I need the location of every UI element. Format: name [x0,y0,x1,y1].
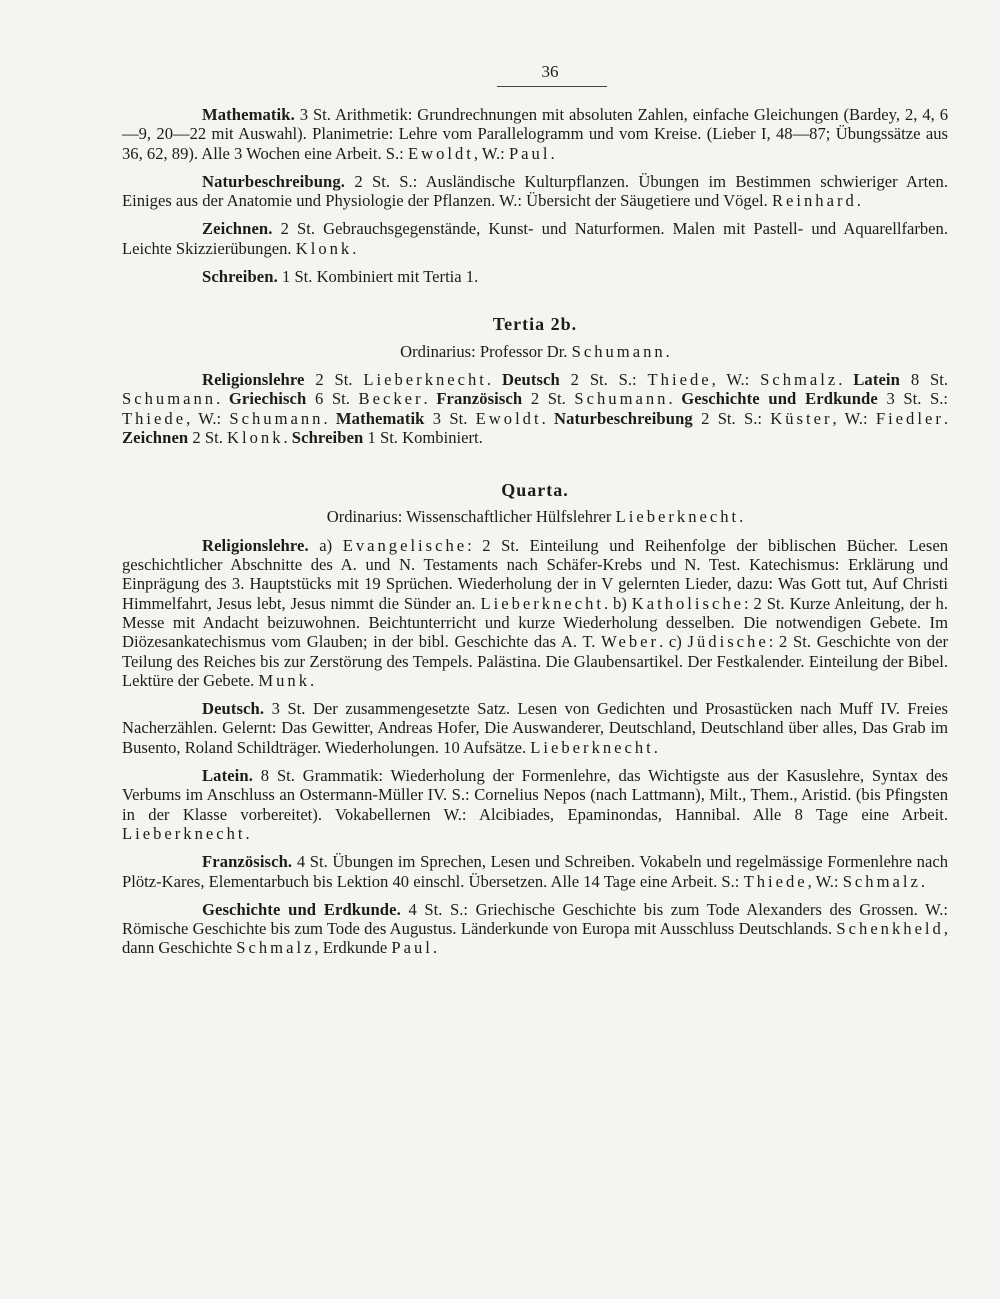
subject-text: . c) [659,632,688,652]
subject-text: a) [308,535,343,555]
mathematik-text: , W.: [473,143,509,163]
subject-text: . [838,369,854,389]
subject-text: , W.: [711,369,761,389]
teacher-name: Schumann [571,341,666,361]
teacher-name: Paul [391,938,433,958]
denomination-label: Evangelische [342,535,468,555]
schreiben-text: 1 St. Kombiniert mit Tertia 1. [277,267,479,287]
tertia-subjects-paragraph [122,370,948,447]
mathematik-title: Mathematik. [202,105,295,124]
subject-text: . [486,369,502,389]
teacher-name: Schenkheld [836,919,944,939]
teacher-name: Lieberknecht [615,507,740,527]
subject-text: . b) [604,593,632,613]
subject-text: 8 St. [899,369,948,389]
subject-text: , W.: [807,871,843,891]
teacher-name: Schumann [229,408,324,428]
page-number: 36 [541,62,559,81]
subject-title: Schreiben [291,427,364,447]
teacher-name: Schumann [122,389,217,409]
subject-text: 3 St. [424,408,476,428]
document-body [122,105,948,967]
teacher-name: Munk [258,670,311,690]
mathematik-text: 3 St. Arithmetik: Grundrechnungen mit absoluten Zahlen, einfache Gleichungen (Bardey, 2, 4, 6—9, 20—22 mit Auswahl). Planimetrie: Lehre vom Parallelogramm und vom Kreise. (Lieber I, 48—87; Übungssätze aus 36, 62, 89). Alle 3 Wochen eine Arbeit. S.: [122,105,948,163]
subject-text: , Erdkunde [314,938,392,958]
teacher-name: Thiede [743,871,808,891]
tertia-ordinarius [122,342,948,361]
subject-text: 4 St. S.: Griechische Geschichte bis zum Tode Alexanders des Grossen. W.: Römische Geschichte bis zum Tode des Augustus. Länderkunde von Europa mit Ausschluss Deutschlands. [122,899,948,939]
subject-text: 3 St. S.: [877,389,949,409]
ordinarius-end: . [739,507,744,527]
teacher-name: Schmalz [236,938,315,958]
teacher-name: Schmalz [760,369,839,389]
subject-title: Religionslehre. [202,535,309,555]
subject-text: . [541,408,555,428]
subject-text: 2 St. [522,389,575,409]
subject-text: 2 St. [304,369,364,389]
quarta-heading: Quarta. [501,480,569,501]
subject-title: Deutsch [501,369,560,389]
subject-title: Geschichte und Erdkunde [681,389,878,409]
teacher-name: Küster [770,408,833,428]
zeichnen-text: . [352,238,357,258]
schreiben-title: Schreiben. [202,267,278,287]
ordinarius-label: Ordinarius: Wissenschaftlicher Hülfslehrer [326,507,616,527]
subject-text: 3 St. Der zusammengesetzte Satz. Lesen von Gedichten und Prosastücken nach Muff IV. Freies Nacherzählen. Gelernt: Das Gewitter, Andreas Hofer, Die Auswanderer, Deutschland, Deutschland über alles, Das Grab im Busento, Roland Schildträger. Wiederholungen. 10 Aufsätze. [122,699,948,757]
subject-text: : 2 St. Geschichte von der Teilung des Reiches bis zur Zerstörung des Tempels. Palästina. Die Glaubensartikel. Der Festkalender. Einteilung der Bibel. Lektüre der Gebete. [122,632,948,690]
zeichnen-paragraph [122,219,948,258]
teacher-name: Thiede [647,369,712,389]
quarta-geschichte-paragraph [122,900,948,958]
teacher-name: Klonk [295,238,353,258]
teacher-name: Fiedler [875,408,944,428]
teacher-name: Paul [508,143,551,163]
subject-text: . [310,670,315,690]
subject-text: . [245,823,250,843]
subject-text: 2 St. [188,427,227,447]
subject-text: 2 St. S.: [692,408,771,428]
ordinarius-end: . [665,341,670,361]
subject-title: Französisch. [202,852,293,872]
quarta-franzoesisch-paragraph [122,852,948,891]
subject-text: , dann Geschichte [122,919,948,958]
naturbeschreibung-text: 2 St. S.: Ausländische Kulturpflanzen. Übungen im Bestimmen schwieriger Arten. Einiges aus der Anatomie und Physiologie der Pflanzen. W.: Übersicht der Säugetiere und Vögel. [122,171,948,211]
subject-text: 4 St. Übungen im Sprechen, Lesen und Schreiben. Vokabeln und regelmässige Formenlehre nach Plötz-Kares, Elementarbuch bis Lektion 40 einschl. Übersetzen. Alle 14 Tage eine Arbeit. S.: [122,852,948,891]
subject-title: Geschichte und Erdkunde. [202,899,401,919]
subject-title: Latein [853,369,900,389]
zeichnen-text: 2 St. Gebrauchsgegenstände, Kunst- und Naturformen. Malen mit Pastell- und Aquarellfarben. Leichte Skizzierübungen. [122,219,948,258]
subject-text: . [943,408,949,428]
naturbeschreibung-title: Naturbeschreibung. [202,171,346,191]
subject-title: Griechisch [228,389,307,409]
naturbeschreibung-paragraph [122,172,948,211]
subject-text: . [653,737,658,757]
schreiben-paragraph [122,267,948,286]
subject-text: , W.: [832,408,876,428]
subject-text: : 2 St. Einteilung und Reihenfolge der biblischen Bücher. Lesen geschichtlicher Abschnitte des A. und N. Testaments nach Schäfer-Krebs und N. Test. Katechismus: Erklärung und Einprägung des 3. Hauptstücks mit 19 Sprüchen. Wiederholung der in V gelernten Lieder, dazu: Was Gott tut, Auf Christi Himmelfahrt, Jesus lebt, Jesus nimmt die Sünder an. [122,535,948,613]
denomination-label: Katholische [631,593,745,613]
subject-title: Deutsch. [202,699,265,719]
subject-title: Zeichnen [122,427,189,447]
subject-title: Mathematik [335,408,425,428]
teacher-name: Schumann [574,389,669,409]
teacher-name: Klonk [227,427,284,447]
subject-text: . [423,389,437,409]
naturbeschreibung-text: . [856,191,861,211]
subject-text: . [283,427,292,447]
teacher-name: Ewoldt [475,408,542,428]
quarta-religion-paragraph [122,536,948,690]
subject-text: . [920,871,925,891]
subject-text: 1 St. Kombiniert. [363,427,483,447]
subject-title: Religionslehre [202,369,305,389]
subject-text: 2 St. S.: [559,369,648,389]
zeichnen-title: Zeichnen. [202,219,273,239]
subject-text: . [216,389,229,409]
mathematik-text: . [550,143,555,163]
subject-text: . [323,408,336,428]
subject-text: . [668,389,682,409]
subject-text: 6 St. [306,389,359,409]
subject-title: Latein. [202,766,253,786]
denomination-label: Jüdische [687,632,769,652]
teacher-name: Schmalz [842,871,921,891]
subject-text: : 2 St. Kurze Anleitung, der h. Messe mit Andacht beizuwohnen. Beichtunterricht und kurze Wiederholung desselben. Die notwendigen Gebete. Im Diözesankatechismus vom Glauben; in der bibl. Geschichte das A. T. [122,593,948,652]
ordinarius-label: Ordinarius: Professor Dr. [400,341,572,361]
subject-text: , W.: [186,408,230,428]
quarta-ordinarius [122,507,948,526]
subject-text: . [432,938,438,958]
quarta-deutsch-paragraph [122,699,948,757]
teacher-name: Lieberknecht [480,593,604,613]
page-number-rule [497,86,607,87]
teacher-name: Reinhard [771,191,857,211]
teacher-name: Lieberknecht [363,369,487,389]
subject-title: Naturbeschreibung [554,408,693,428]
teacher-name: Lieberknecht [530,737,654,757]
teacher-name: Ewoldt [407,143,474,163]
quarta-latein-paragraph [122,766,948,843]
mathematik-paragraph [122,105,948,163]
subject-title: Französisch [436,389,523,409]
subject-text: 8 St. Grammatik: Wiederholung der Formenlehre, das Wichtigste aus der Kasuslehre, Syntax des Verbums im Anschluss an Ostermann-Müller IV. S.: Cornelius Nepos (nach Lattmann), Milt., Them., Aristid. (bis Pfingsten in der Klasse vorbereitet). Vokabellernen W.: Alcibiades, Epaminondas, Hannibal. Alle 8 Tage eine Arbeit. [122,766,948,824]
teacher-name: Becker [358,389,424,409]
teacher-name: Weber [601,632,660,652]
teacher-name: Lieberknecht [122,823,246,843]
tertia-heading: Tertia 2b. [492,314,578,335]
teacher-name: Thiede [122,408,187,428]
